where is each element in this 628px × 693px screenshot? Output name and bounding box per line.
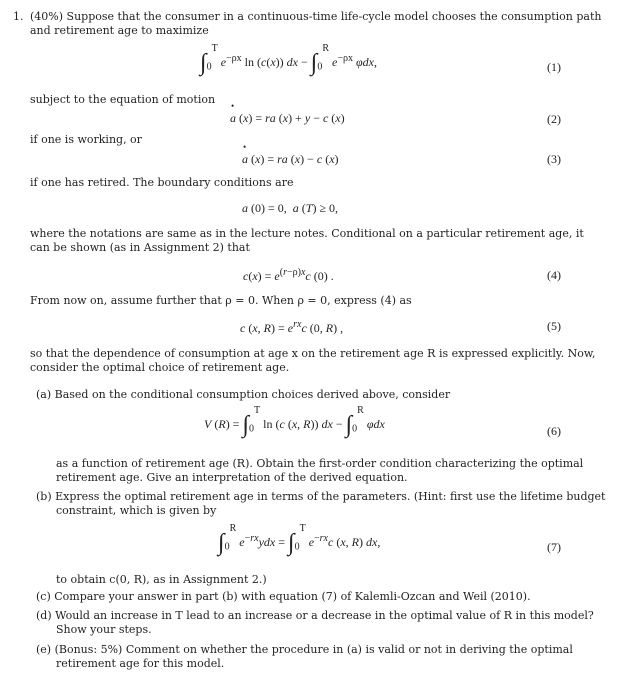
equation-5-number: (5) (547, 319, 561, 333)
equation-1-number: (1) (547, 60, 561, 74)
part-b-line-2: constraint, which is given by (56, 504, 217, 517)
from-now-line: From now on, assume further that ρ = 0. When ρ = 0, express (4) as (30, 294, 412, 307)
so-that-line-1: so that the dependence of consumption at age x on the retirement age R is expressed explicitly. Now, (30, 347, 596, 360)
notes-line-2: can be shown (as in Assignment 2) that (30, 241, 250, 254)
part-d-line-1: (d) Would an increase in T lead to an increase or a decrease in the optimal value of R in this model? (36, 609, 594, 622)
part-e-line-2: retirement age for this model. (56, 657, 225, 670)
equation-7-number: (7) (547, 540, 561, 554)
equation-7: $\int_0^R$ $e^{-rx}ydx = \int_0^T$ $e^{-rx}c$ (x, R) dx, (218, 523, 381, 556)
equation-3: • a (x) = ra (x) − c (x) (242, 152, 339, 166)
part-b-line-1: (b) Express the optimal retirement age in terms of the parameters. (Hint: first use the lifetime budget (36, 490, 606, 503)
part-a-line-1: (a) Based on the conditional consumption choices derived above, consider (36, 388, 451, 401)
problem-number: 1. (13, 10, 24, 23)
part-e-line-1: (e) (Bonus: 5%) Comment on whether the procedure in (a) is valid or not in deriving the optimal (36, 643, 573, 656)
part-b-line-3: to obtain c(0, R), as in Assignment 2.) (56, 573, 267, 586)
equation-2-number: (2) (547, 112, 561, 126)
equation-6: V $(R) = \int_0^T$ ln (c (x, R)) dx − $\int_0^R$ φdx (204, 405, 385, 438)
part-a-line-2: as a function of retirement age (R). Obtain the first-order condition characterizing the optimal (56, 457, 584, 470)
retired-line: if one has retired. The boundary conditions are (30, 176, 294, 189)
part-c-line-1: (c) Compare your answer in part (b) with equation (7) of Kalemli-Ozcan and Weil (2010). (36, 590, 531, 603)
subject-line: subject to the equation of motion (30, 93, 216, 106)
part-d-line-2: Show your steps. (56, 623, 152, 636)
equation-2: • a (x) = ra (x) + y − c (x) (230, 111, 345, 125)
equation-5: c (x, $R) = e^{rx}c$ (0, R) , (240, 319, 344, 335)
intro-line-1: (40%) Suppose that the consumer in a continuous-time life-cycle model chooses the consumption path (30, 10, 602, 23)
so-that-line-2: consider the optimal choice of retirement age. (30, 361, 290, 374)
equation-1: $\int_0^T$ $e^{-\rho x}$ ln (c(x)) dx − $\int_0^R$ $e^{-\rho x}$ φdx, (200, 43, 377, 76)
part-a-line-3: retirement age. Give an interpretation of the derived equation. (56, 471, 408, 484)
equation-3-number: (3) (547, 152, 561, 166)
intro-line-2: and retirement age to maximize (30, 24, 209, 37)
equation-4: $c(x) = e^{(r-\rho)x}c$ (0) . (243, 267, 334, 283)
equation-6-number: (6) (547, 424, 561, 438)
working-line: if one is working, or (30, 133, 142, 146)
equation-4-number: (4) (547, 268, 561, 282)
notes-line-1: where the notations are same as in the lecture notes. Conditional on a particular retirement age, it (30, 227, 584, 240)
boundary-conditions: a (0) = 0, a (T) ≥ 0, (242, 201, 339, 215)
